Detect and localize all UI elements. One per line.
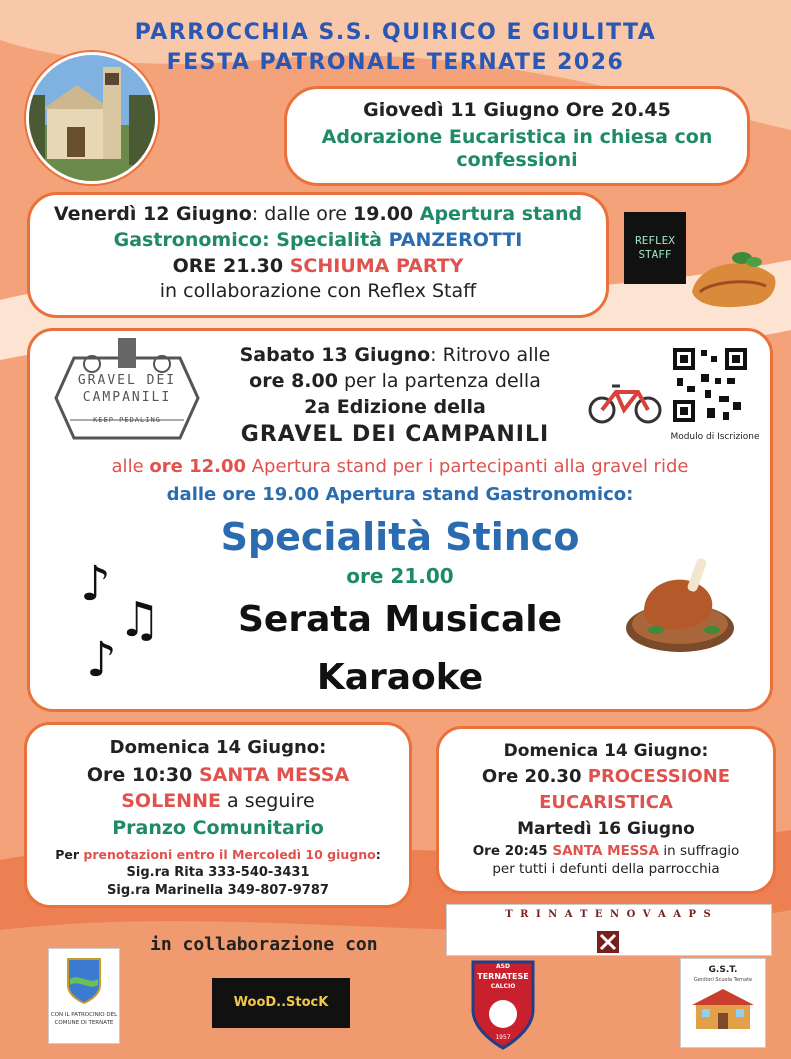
saturday-ore21: ore 21.00: [346, 564, 454, 588]
tuesday-event: SANTA MESSA: [552, 842, 660, 859]
friday-l3-time: ORE 21.30: [172, 254, 290, 277]
comune-ternate-logo: [48, 948, 120, 1044]
sunday-left-date: Domenica 14 Giugno:: [109, 737, 327, 758]
friday-l2-a: Gastronomico: Specialità: [113, 228, 389, 251]
friday-l4: in collaborazione con Reflex Staff: [159, 280, 477, 303]
tuesday-l6: per tutti i defunti della parrocchia: [492, 861, 720, 878]
sunday-left-l5-a: Per: [55, 846, 84, 862]
sunday-left-rita: Sig.ra Rita 333-540-3431: [126, 864, 310, 880]
asd-ternatese-logo: [470, 958, 536, 1050]
friday-event-card: [27, 192, 609, 318]
trinate-nova-aps-logo: [446, 904, 772, 956]
qr-code[interactable]: [669, 344, 751, 426]
friday-l2-panzerotti: PANZEROTTI: [388, 228, 523, 251]
collab-label: in collaborazione con: [150, 934, 378, 955]
friday-l1-time: 19.00: [353, 203, 414, 225]
saturday-intro: [205, 344, 585, 449]
friday-l1-mid: : dalle ore: [251, 203, 354, 225]
sunday-left-time: Ore 10:30: [86, 763, 199, 786]
sunday-right-time: Ore 20.30: [481, 766, 588, 788]
tuesday-l5-rest: in suffragio: [659, 842, 740, 859]
gst-logo: [680, 958, 766, 1048]
ternatese-l3: CALCIO: [490, 983, 516, 990]
ternatese-l4: 1957: [495, 1034, 511, 1041]
title-line-festival: FESTA PATRONALE TERNATE 2026: [166, 50, 625, 75]
sunday-lunch-card: [24, 722, 412, 908]
ternatese-l2: TERNATESE: [477, 972, 529, 981]
saturday-l6: dalle ore 19.00 Apertura stand Gastronomico:: [166, 483, 634, 505]
gravel-logo-line2: CAMPANILI: [82, 390, 172, 405]
tuesday-date: Martedì 16 Giugno: [517, 818, 695, 839]
trinate-emblem-icon: [597, 931, 619, 953]
saturday-l2-time: ore 8.00: [249, 369, 338, 392]
gravel-logo-line3: KEEP PEDALING: [93, 416, 161, 424]
sunday-left-l5-b: prenotazioni entro il Mercoledì 10 giugno: [83, 846, 376, 862]
saturday-l1-rest: : Ritrovo alle: [430, 344, 551, 366]
thursday-event-line2: confessioni: [456, 148, 578, 171]
saturday-details: [34, 456, 766, 505]
ternatese-l1: ASD: [496, 963, 510, 970]
saturday-l3: 2a Edizione della: [304, 395, 486, 418]
gst-subtitle: Genitori Scuola Ternate: [693, 977, 753, 983]
friday-l1-event: Apertura stand: [413, 203, 583, 225]
sunday-left-l5-c: :: [375, 846, 381, 862]
comune-line2: COMUNE DI TERNATE: [54, 1020, 114, 1026]
comune-line1: CON IL PATROCINIO DEL: [50, 1012, 118, 1018]
tuesday-time: Ore 20:45: [472, 842, 553, 859]
saturday-serata: Serata Musicale: [237, 599, 563, 640]
reflex-staff-logo: [624, 212, 686, 284]
thursday-event-card: [284, 86, 750, 186]
saturday-date: Sabato 13 Giugno: [239, 344, 431, 366]
comune-crest-icon: [64, 955, 104, 1007]
reflex-logo-line1: REFLEX: [635, 234, 675, 247]
sunday-left-marinella: Sig.ra Marinella 349-807-9787: [107, 882, 329, 898]
thursday-event-line1: Adorazione Eucaristica in chiesa con: [321, 125, 713, 148]
title-line-parish: PARROCCHIA S.S. QUIRICO E GIULITTA: [134, 20, 657, 45]
thursday-date: Giovedì 11 Giugno Ore 20.45: [363, 99, 671, 121]
sunday-left-solenne: SOLENNE: [121, 790, 221, 813]
woodstock-logo: [212, 978, 350, 1028]
saturday-l2-rest: per la partenza della: [337, 369, 541, 392]
panzerotto-icon: [688, 248, 780, 312]
gravel-logo-text: [52, 372, 202, 424]
gst-title: G.S.T.: [708, 965, 738, 975]
sunday-left-l3-rest: a seguire: [220, 790, 315, 813]
woodstock-text: WooD..StocK: [233, 995, 329, 1010]
saturday-l5-time: ore 12.00: [149, 456, 247, 477]
reflex-logo-line2: STAFF: [638, 248, 672, 261]
sunday-left-event: SANTA MESSA: [198, 763, 350, 786]
gravel-logo-line1: GRAVEL DEI: [77, 373, 177, 388]
trinate-text: T R I N A T E N O V A A P S: [505, 909, 713, 920]
qr-caption: Modulo di Iscrizione: [670, 432, 760, 442]
sunday-right-eucaristica: EUCARISTICA: [539, 791, 673, 813]
sunday-right-date: Domenica 14 Giugno:: [503, 741, 709, 761]
school-building-icon: [690, 987, 756, 1031]
friday-l3-event: SCHIUMA PARTY: [289, 254, 464, 277]
church-photo: [26, 52, 158, 184]
sunday-right-event: PROCESSIONE: [587, 766, 731, 788]
music-notes-icon: ♪ ♫ ♪: [80, 556, 162, 688]
bicycle-icon: [588, 380, 662, 426]
stinco-icon: [622, 552, 738, 656]
saturday-karaoke: Karaoke: [316, 657, 484, 698]
saturday-gravel-title: GRAVEL DEI CAMPANILI: [240, 422, 550, 448]
saturday-l5-rest: Apertura stand per i partecipanti alla gravel ride: [246, 456, 689, 477]
sunday-procession-card: [436, 726, 776, 894]
saturday-l5-a: alle: [111, 456, 150, 477]
sunday-left-pranzo: Pranzo Comunitario: [112, 817, 324, 840]
saturday-specialita: Specialità Stinco: [220, 515, 580, 559]
friday-date: Venerdì 12 Giugno: [53, 203, 252, 225]
